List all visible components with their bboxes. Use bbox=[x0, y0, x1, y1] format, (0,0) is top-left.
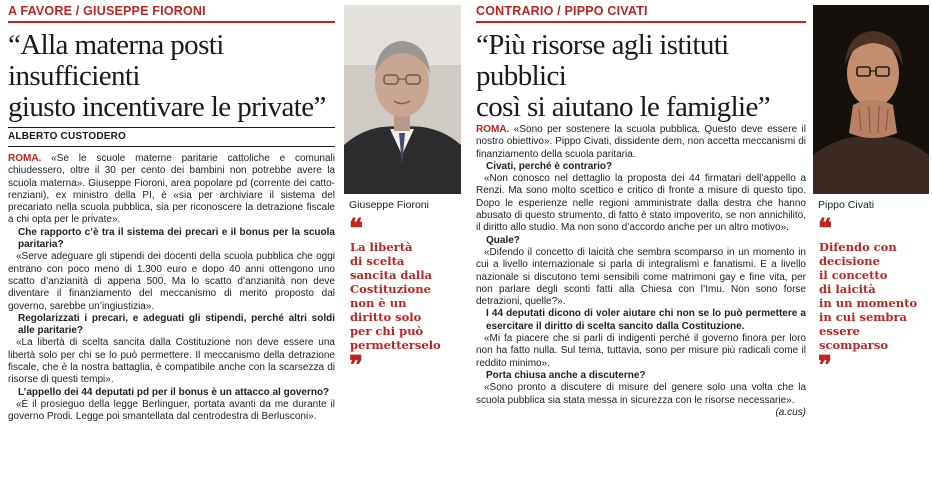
right-kicker: CONTRARIO / PIPPO CIVATI bbox=[476, 4, 648, 18]
right-pull-line-8: scomparso bbox=[819, 338, 889, 352]
left-answer-2: «La libertà di scelta sancita dalla Costituzione non deve essere una libertà solo per chi se lo può permettere. Il meccanismo della detrazione fiscale, che è la nostra battaglia, è compatibile anche con la scarsezza di risorse di questi tempi». bbox=[8, 337, 335, 386]
left-pull-line-4: Costituzione bbox=[350, 282, 431, 296]
left-pullquote bbox=[350, 240, 460, 352]
left-pull-line-8: permetterselo bbox=[350, 338, 441, 352]
civati-photo bbox=[813, 5, 929, 194]
right-headline-line-2: così si aiutano le famiglie” bbox=[476, 91, 771, 123]
right-headline-line-1: “Più risorse agli istituti pubblici bbox=[476, 29, 729, 92]
right-question-4: Porta chiusa anche a discuterne? bbox=[486, 369, 646, 381]
right-pull-line-4: di laicità bbox=[819, 282, 876, 296]
left-byline: ALBERTO CUSTODERO bbox=[8, 131, 127, 142]
fioroni-caption: Giuseppe Fioroni bbox=[349, 199, 429, 211]
left-pull-line-1: La libertà bbox=[350, 240, 413, 254]
right-answer-1: «Non conosco nel dettaglio la proposta dei 44 firmatari dell’appello a Renzi. Ma sono molto scettico e critico di fronte a misure di questo tipo. Dopo le esperienze nelle regioni amministrate dalla destra che hanno abusato di questo strumento, di fatto è stato impoverito, se non annichilito, il diritto allo studio. Ma non sono d’accordo anche per un altro motivo». bbox=[476, 173, 806, 234]
left-pull-line-5: non è un bbox=[350, 296, 407, 310]
right-body bbox=[476, 124, 806, 419]
right-question-1: Civati, perché è contrario? bbox=[486, 160, 613, 172]
right-headline bbox=[476, 30, 812, 123]
civati-caption: Pippo Civati bbox=[818, 199, 875, 211]
right-pull-open-quote-icon: ❝ bbox=[818, 214, 832, 244]
left-byline-rule bbox=[8, 127, 335, 128]
right-question-3: I 44 deputati dicono di voler aiutare chi non se lo può permettere a esercitare il diritto di scelta sancito dalla Costituzione. bbox=[486, 308, 806, 332]
left-headline bbox=[8, 30, 340, 123]
right-question-2: Quale? bbox=[486, 234, 520, 246]
fioroni-photo-image bbox=[344, 5, 461, 194]
right-pull-line-7: essere bbox=[819, 324, 860, 338]
civati-photo-image bbox=[813, 5, 929, 194]
right-dateline: ROMA. bbox=[476, 124, 510, 135]
left-headline-line-1: “Alla materna posti insufficienti bbox=[8, 29, 224, 92]
fioroni-photo bbox=[344, 5, 461, 194]
left-pull-close-quote-icon: ❞ bbox=[349, 351, 363, 381]
right-pull-line-2: decisione bbox=[819, 254, 880, 268]
left-question-3: L’appello dei 44 deputati pd per il bonus è un attacco al governo? bbox=[18, 386, 330, 398]
right-answer-3: «Mi fa piacere che si parli di indigenti perché il governo finora per loro non ha fatto nulla. Sul tema, tuttavia, sono per misure più radicali come il reddito minimo». bbox=[476, 333, 806, 369]
left-kicker: A FAVORE / GIUSEPPE FIORONI bbox=[8, 4, 206, 18]
left-kicker-rule bbox=[8, 21, 335, 23]
left-answer-1: «Serve adeguare gli stipendi dei docenti della scuola pubblica che oggi entrano con poco meno di 1.300 euro e dopo 40 anni ottengono uno scatto d’anzianità di appena 500. Ma lo scatto d’anzianità non deve diventare il finanziamento del meccanismo di merito proposto dal governo, sarebbe un’ingiustizia». bbox=[8, 251, 335, 312]
left-question-2: Regolarizzati i precari, e adeguati gli stipendi, perché altri soldi alle paritarie? bbox=[18, 312, 335, 337]
left-pull-open-quote-icon: ❝ bbox=[349, 214, 363, 244]
right-pull-line-6: in cui sembra bbox=[819, 310, 907, 324]
left-intro: «Se le scuole materne paritarie cattoliche e comunali chiudessero, oltre il 30 per cento dei bambini non potrebbe avere la scuola materna». Giuseppe Fioroni, area popolare pd (corrente dei catto-renziani), ex ministro della PI, è «sia per archiviare il sistema del precariato nella scuola pubblica, sia per riconoscere la detrazione fiscale a chi opta per le private». bbox=[8, 153, 336, 226]
right-signature: (a.cus) bbox=[775, 406, 806, 418]
left-pull-line-7: per chi può bbox=[350, 324, 424, 338]
right-pull-line-1: Difendo con bbox=[819, 240, 897, 254]
right-kicker-rule bbox=[476, 21, 806, 23]
left-headline-line-2: giusto incentivare le private” bbox=[8, 91, 326, 123]
right-intro: «Sono per sostenere la scuola pubblica. Questo deve essere il nostro obiettivo». Pippo Civati, dissidente dem, non accetta meccanismi di finanziamento della scuola paritaria. bbox=[476, 124, 806, 160]
right-pullquote bbox=[819, 240, 931, 352]
right-pull-line-3: il concetto bbox=[819, 268, 888, 282]
right-pull-line-5: in un momento bbox=[819, 296, 918, 310]
left-answer-3: «È il prosieguo della legge Berlinguer, portata avanti da me durante il governo Prodi. Legge poi smantellata dal centrodestra di Berlusconi». bbox=[8, 398, 335, 423]
left-question-1: Che rapporto c’è tra il sistema dei precari e il bonus per la scuola paritaria? bbox=[18, 226, 335, 251]
left-pull-line-2: di scelta bbox=[350, 254, 405, 268]
left-pull-line-3: sancita dalla bbox=[350, 268, 433, 282]
left-pull-line-6: diritto solo bbox=[350, 310, 422, 324]
left-body bbox=[8, 153, 335, 424]
right-answer-2: «Difendo il concetto di laicità che sembra scomparso in un momento in cui a livello internazionale si parla di integralismi e fanatismi. E a livello nazionale si discutono temi sensibili come matrimoni gay e fine vita, per non parlare degli sconti fatti alla Chiesa con l’Imu. Non sono forse detrazioni, quelle?». bbox=[476, 246, 806, 308]
left-byline-rule-bottom bbox=[8, 146, 335, 147]
right-pull-close-quote-icon: ❞ bbox=[818, 351, 832, 381]
left-dateline: ROMA. bbox=[8, 153, 42, 164]
right-answer-4: «Sono pronto a discutere di misure del genere solo una volta che la scuola pubblica sia stata messa in sicurezza con le risorse necessarie». bbox=[476, 382, 806, 406]
